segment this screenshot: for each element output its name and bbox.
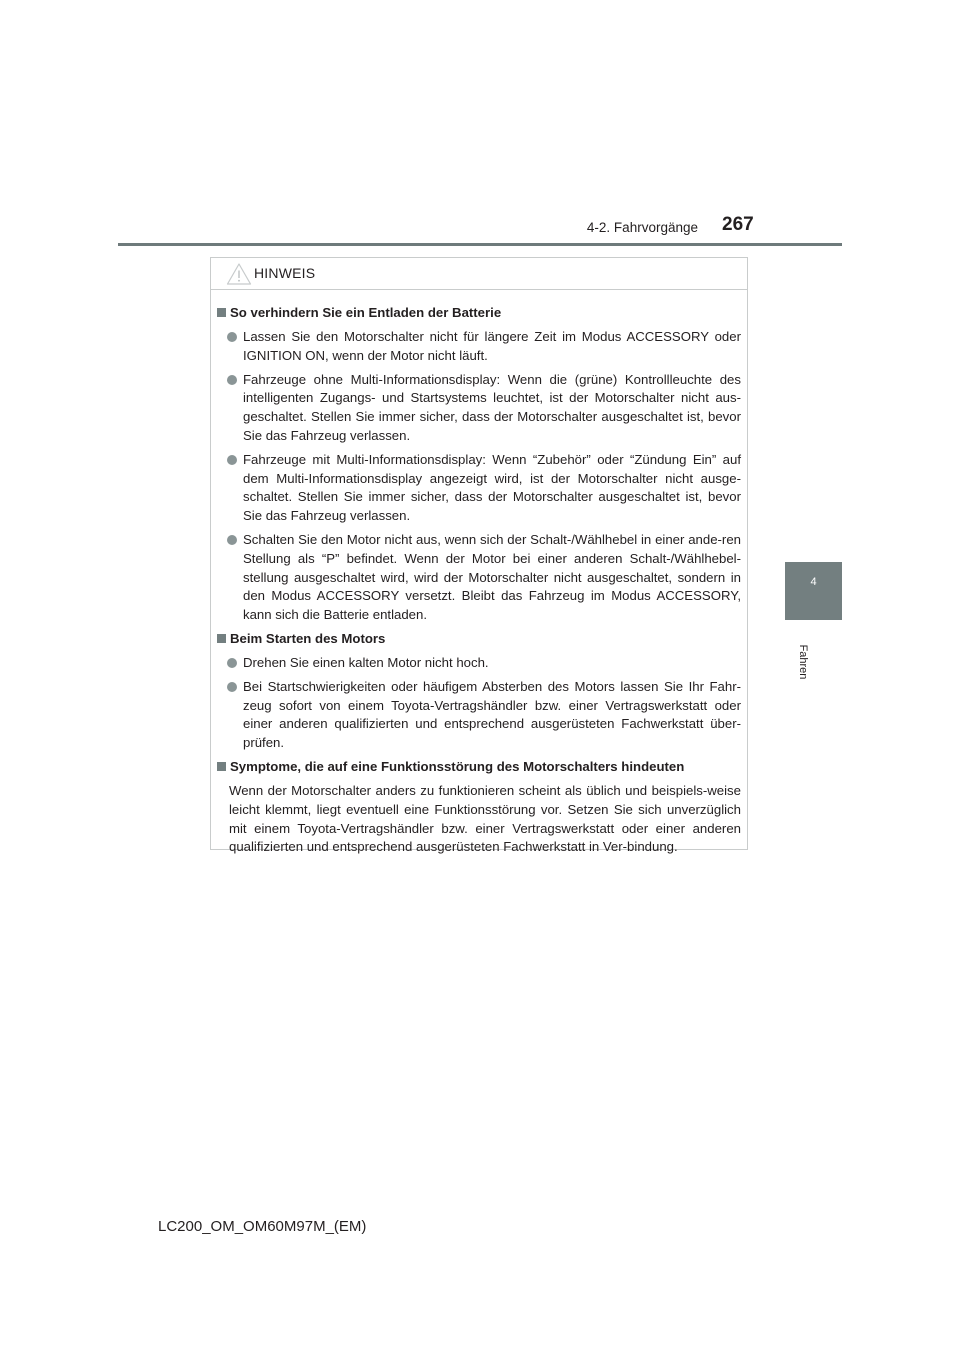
list-item bbox=[216, 328, 741, 366]
document-code: LC200_OM_OM60M97M_(EM) bbox=[158, 1218, 367, 1235]
notice-box bbox=[210, 257, 748, 855]
page-number: 267 bbox=[722, 214, 754, 235]
circle-bullet-icon bbox=[227, 375, 237, 385]
chapter-number: 4 bbox=[810, 576, 817, 588]
notice-header bbox=[211, 258, 747, 290]
list-item-text: Fahrzeuge mit Multi-Informationsdisplay: Wenn “Zubehör” oder “Zündung Ein” auf dem Multi-Informationsdisplay angezeigt wird, ist der Motorschalter nicht ausge-schaltet. Stellen Sie immer sicher, dass der Motorschalter ausgeschaltet ist, bevor Sie das Fahrzeug verlassen. bbox=[243, 451, 741, 524]
notice-body bbox=[211, 290, 747, 857]
list-item bbox=[216, 531, 741, 625]
square-bullet-icon bbox=[217, 762, 226, 771]
section-heading-text: Symptome, die auf eine Funktionsstörung des Motorschalters hindeuten bbox=[230, 758, 685, 774]
header-divider bbox=[118, 243, 842, 246]
square-bullet-icon bbox=[217, 308, 226, 317]
list-item-text: Bei Startschwierigkeiten oder häufigem Absterben des Motors lassen Sie Ihr Fahr-zeug sofort von einem Toyota-Vertragshändler bzw. einer Vertragswerkstatt oder einer anderen qualifizierten und entsprechend ausgerüsteten Fachwerkstatt über-prüfen. bbox=[243, 678, 741, 751]
list-item bbox=[216, 654, 741, 673]
list-item bbox=[216, 451, 741, 526]
list-item-text: Lassen Sie den Motorschalter nicht für längere Zeit im Modus ACCESSORY oder IGNITION ON, wenn der Motor nicht läuft. bbox=[243, 329, 741, 363]
list-item-text: Drehen Sie einen kalten Motor nicht hoch. bbox=[243, 654, 489, 670]
list-item-text: Fahrzeuge ohne Multi-Informationsdisplay: Wenn die (grüne) Kontrollleuchte des intelligenten Zugangs- und Startsystems leuchtet, ist der Motorschalter nicht aus-geschaltet. Stellen Sie immer sicher, dass der Motorschalter ausgeschaltet ist, bevor Sie das Fahrzeug verlassen. bbox=[243, 371, 741, 443]
section-paragraph: Wenn der Motorschalter anders zu funktionieren scheint als üblich und beispiels-weise leicht klemmt, liegt eventuell eine Funktionsstörung vor. Setzen Sie sich unverzüglich mit einem Toyota-Vertragshändler bzw. einer Vertragswerkstatt oder einer anderen qualifizierten und entsprechend ausgerüsteten Fachwerkstatt in Ver-bindung. bbox=[229, 782, 741, 855]
section-heading-text: So verhindern Sie ein Entladen der Batterie bbox=[230, 305, 502, 320]
list-item bbox=[216, 371, 741, 446]
list-item bbox=[216, 678, 741, 753]
square-bullet-icon bbox=[217, 634, 226, 643]
section-title: 4-2. Fahrvorgänge bbox=[586, 220, 698, 235]
circle-bullet-icon bbox=[227, 658, 237, 668]
warning-triangle-icon bbox=[226, 262, 252, 286]
section-heading bbox=[216, 304, 741, 322]
circle-bullet-icon bbox=[227, 682, 237, 692]
list-item-text: Schalten Sie den Motor nicht aus, wenn sich der Schalt-/Wählhebel in einer ande-ren Stellung als “P” befindet. Wenn der Motor bei einer anderen Schalt-/Wählhebel-stellung ausgeschaltet wird, wird der Motorschalter nicht ausgeschaltet, sondern in den Modus ACCESSORY versetzt. Bleibt das Fahrzeug im Modus ACCESSORY, kann sich die Batterie entladen. bbox=[243, 531, 741, 623]
section-heading-text: Beim Starten des Motors bbox=[230, 630, 386, 646]
page-header bbox=[0, 0, 960, 250]
circle-bullet-icon bbox=[227, 535, 237, 545]
notice-title: HINWEIS bbox=[254, 265, 316, 281]
chapter-label: Fahren bbox=[797, 644, 809, 680]
chapter-tab bbox=[785, 562, 842, 620]
circle-bullet-icon bbox=[227, 332, 237, 342]
circle-bullet-icon bbox=[227, 455, 237, 465]
section-heading bbox=[216, 630, 741, 648]
section-heading bbox=[216, 758, 741, 776]
